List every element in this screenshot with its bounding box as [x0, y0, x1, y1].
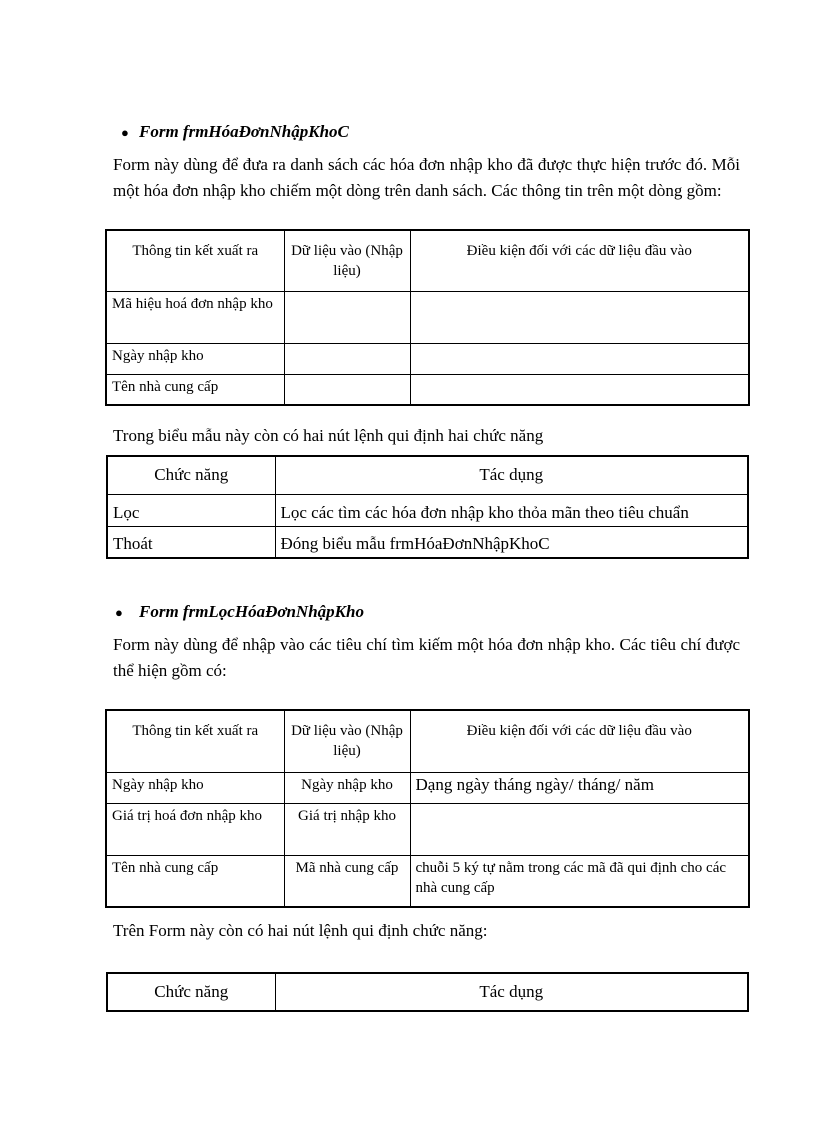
table-cell: Ngày nhập kho [106, 772, 284, 803]
table-header: Chức năng [107, 973, 275, 1011]
table-cell [284, 291, 410, 343]
table-cell: Lọc các tìm các hóa đơn nhập kho thỏa mãn theo tiêu chuẩn [275, 494, 748, 526]
section2-heading: Form frmLọcHóaĐơnNhậpKho [139, 602, 364, 621]
table-cell: Ngày nhập kho [106, 343, 284, 374]
table-cell: Đóng biểu mẫu frmHóaĐơnNhậpKhoC [275, 526, 748, 558]
table-header: Dữ liệu vào (Nhập liệu) [284, 230, 410, 291]
table-header: Thông tin kết xuất ra [106, 710, 284, 772]
table-cell: Tên nhà cung cấp [106, 374, 284, 405]
section1-paragraph: Form này dùng để đưa ra danh sách các hóa đơn nhập kho đã được thực hiện trước đó. Mỗi một hóa đơn nhập kho chiếm một dòng trên danh sách. Các thông tin trên một dòng gồm: [113, 155, 740, 200]
section1-buttons-table [106, 455, 749, 559]
table-header: Thông tin kết xuất ra [106, 230, 284, 291]
table-cell: Giá trị nhập kho [284, 803, 410, 855]
table-cell: Thoát [107, 526, 275, 558]
table-cell [284, 374, 410, 405]
table-cell: Dạng ngày tháng ngày/ tháng/ năm [410, 772, 749, 803]
table-cell: Mã nhà cung cấp [284, 855, 410, 907]
table-cell: Lọc [107, 494, 275, 526]
section2-buttons-table [106, 972, 749, 1012]
table-header: Tác dụng [275, 456, 748, 494]
table-header: Điều kiện đối với các dữ liệu đầu vào [410, 230, 749, 291]
section1-buttons-intro: Trong biểu mẫu này còn có hai nút lệnh qui định hai chức năng [113, 426, 544, 445]
table-cell [410, 803, 749, 855]
bullet-icon: ● [115, 605, 123, 620]
table-cell [284, 343, 410, 374]
section2-info-table [105, 709, 750, 908]
section1-info-table [105, 229, 750, 406]
section1-heading: Form frmHóaĐơnNhậpKhoC [139, 122, 349, 141]
bullet-icon: ● [121, 125, 129, 140]
table-cell: Tên nhà cung cấp [106, 855, 284, 907]
table-header: Tác dụng [275, 973, 748, 1011]
table-cell: chuỗi 5 ký tự nằm trong các mã đã qui định cho các nhà cung cấp [410, 855, 749, 907]
table-header: Điều kiện đối với các dữ liệu đầu vào [410, 710, 749, 772]
table-header: Chức năng [107, 456, 275, 494]
table-cell: Giá trị hoá đơn nhập kho [106, 803, 284, 855]
table-cell [410, 343, 749, 374]
section2-buttons-intro: Trên Form này còn có hai nút lệnh qui định chức năng: [113, 921, 488, 940]
table-cell: Ngày nhập kho [284, 772, 410, 803]
table-cell: Mã hiệu hoá đơn nhập kho [106, 291, 284, 343]
table-cell [410, 291, 749, 343]
table-cell [410, 374, 749, 405]
table-header: Dữ liệu vào (Nhập liệu) [284, 710, 410, 772]
section2-paragraph: Form này dùng để nhập vào các tiêu chí tìm kiếm một hóa đơn nhập kho. Các tiêu chí được thể hiện gồm có: [113, 635, 740, 680]
